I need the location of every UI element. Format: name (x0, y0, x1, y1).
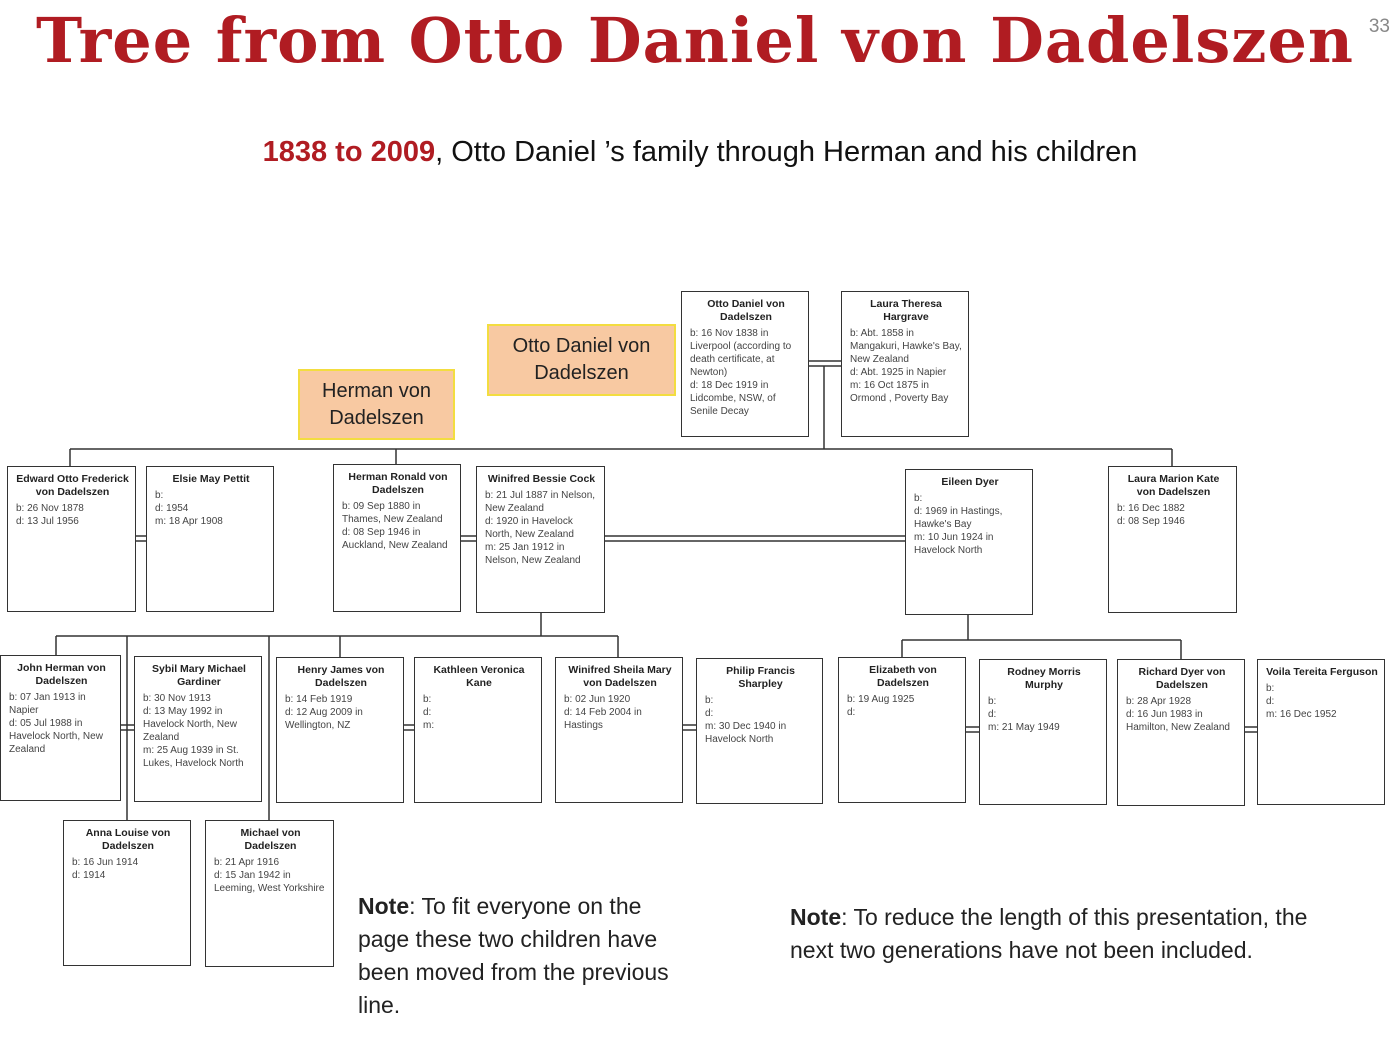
person-birth: b: (988, 696, 997, 707)
person-death: d: (423, 707, 432, 718)
person-elsie (146, 466, 274, 612)
person-birth: b: 14 Feb 1919 (285, 694, 353, 705)
person-death: d: 08 Sep 1946 (1117, 516, 1185, 527)
person-birth: b: 09 Sep 1880 in Thames, New Zealand (342, 501, 443, 525)
note-text: : To fit everyone on the page these two children have been moved from the previous line. (358, 893, 669, 1018)
person-birth: b: (155, 490, 164, 501)
person-sybil (134, 656, 262, 802)
person-marriage: m: 25 Jan 1912 in Nelson, New Zealand (485, 542, 581, 566)
person-name: Elsie May Pettit (172, 473, 250, 485)
person-birth: b: 28 Apr 1928 (1126, 696, 1192, 707)
person-name: Winifred Bessie Cock (487, 473, 596, 485)
person-marriage: m: 21 May 1949 (988, 722, 1060, 733)
person-birth: b: 30 Nov 1913 (143, 693, 211, 704)
person-name: Laura Theresa Hargrave (870, 298, 942, 323)
person-name: Laura Marion Kate von Dadelszen (1127, 473, 1220, 498)
person-name: Sybil Mary Michael Gardiner (152, 663, 246, 688)
person-name: Anna Louise von Dadelszen (85, 827, 171, 852)
person-birth: b: 16 Nov 1838 in Liverpool (according to death certificate, at Newton) (690, 328, 792, 378)
person-birth: b: (705, 695, 714, 706)
person-death: d: 15 Jan 1942 in Leeming, West Yorkshire (214, 870, 325, 894)
person-henry (276, 657, 404, 803)
person-name: Herman Ronald von Dadelszen (348, 471, 448, 496)
person-birth: b: (1266, 683, 1275, 694)
person-death: d: 18 Dec 1919 in Lidcombe, NSW, of Senile Decay (690, 380, 776, 417)
person-death: d: 14 Feb 2004 in Hastings (564, 707, 642, 731)
person-death: d: 1914 (72, 870, 106, 881)
person-philip (696, 658, 823, 804)
person-name: Otto Daniel von Dadelszen (707, 298, 785, 323)
note-presentation-length (790, 901, 1350, 967)
person-name: Michael von Dadelszen (240, 827, 301, 852)
person-marriage: m: 30 Dec 1940 in Havelock North (705, 721, 787, 745)
person-rodney (979, 659, 1107, 805)
person-birth: b: 21 Jul 1887 in Nelson, New Zealand (485, 490, 596, 514)
person-name: Rodney Morris Murphy (1007, 666, 1081, 691)
person-death: d: 08 Sep 1946 in Auckland, New Zealand (342, 527, 448, 551)
person-john (0, 655, 121, 801)
person-name: Henry James von Dadelszen (297, 664, 385, 689)
person-birth: b: (423, 694, 432, 705)
person-eileen (905, 469, 1033, 615)
note-moved-children (358, 890, 688, 1022)
person-name: Kathleen Veronica Kane (433, 664, 525, 689)
person-kathleen (414, 657, 542, 803)
person-death: d: 1969 in Hastings, Hawke's Bay (914, 506, 1003, 530)
person-marriage: m: (423, 720, 435, 731)
person-death: d: Abt. 1925 in Napier (850, 367, 947, 378)
person-voila (1257, 659, 1385, 805)
person-marriage: m: 25 Aug 1939 in St. Lukes, Havelock North (143, 745, 244, 769)
person-michael (205, 820, 334, 967)
person-death: d: 16 Jun 1983 in Hamilton, New Zealand (1126, 709, 1230, 733)
person-death: d: 13 Jul 1956 (16, 516, 79, 527)
person-birth: b: 26 Nov 1878 (16, 503, 84, 514)
person-laura-theresa (841, 291, 969, 437)
person-marriage: m: 16 Dec 1952 (1266, 709, 1337, 720)
subtitle-text: , Otto Daniel ’s family through Herman and his children (435, 136, 1138, 168)
note-text: : To reduce the length of this presentation, the next two generations have not been included. (790, 904, 1308, 963)
tag-otto (487, 324, 676, 396)
person-death: d: (1266, 696, 1275, 707)
note-label: Note (790, 904, 842, 930)
person-death: d: (705, 708, 714, 719)
page-title: Tree from Otto Daniel von Dadelszen (36, 4, 1354, 77)
person-winifred-bessie (476, 466, 605, 613)
person-death: d: (988, 709, 997, 720)
person-birth: b: Abt. 1858 in Mangakuri, Hawke's Bay, New Zealand (850, 328, 962, 365)
person-death: d: (847, 707, 856, 718)
person-marriage: m: 16 Oct 1875 in Ormond , Poverty Bay (850, 380, 949, 404)
tag-herman-label: Herman von Dadelszen (322, 379, 431, 429)
person-death: d: 05 Jul 1988 in Havelock North, New Zealand (9, 718, 103, 755)
person-richard (1117, 659, 1245, 806)
person-death: d: 1920 in Havelock North, New Zealand (485, 516, 574, 540)
person-name: Voila Tereita Ferguson (1266, 666, 1378, 678)
person-name: Edward Otto Frederick von Dadelszen (16, 473, 129, 498)
person-name: Philip Francis Sharpley (726, 665, 795, 690)
person-otto (681, 291, 809, 437)
person-birth: b: 16 Jun 1914 (72, 857, 139, 868)
person-birth: b: 02 Jun 1920 (564, 694, 631, 705)
person-death: d: 13 May 1992 in Havelock North, New Zealand (143, 706, 237, 743)
person-name: Richard Dyer von Dadelszen (1138, 666, 1226, 691)
person-edward (7, 466, 136, 612)
person-winifred-sheila (555, 657, 683, 803)
person-birth: b: 19 Aug 1925 (847, 694, 915, 705)
person-death: d: 1954 (155, 503, 189, 514)
note-label: Note (358, 893, 410, 919)
person-anna (63, 820, 191, 966)
person-marriage: m: 18 Apr 1908 (155, 516, 223, 527)
person-marriage: m: 10 Jun 1924 in Havelock North (914, 532, 994, 556)
tag-herman (298, 369, 455, 440)
subtitle-years: 1838 to 2009 (262, 136, 436, 168)
person-birth: b: 07 Jan 1913 in Napier (9, 692, 86, 716)
person-name: Eileen Dyer (941, 476, 999, 488)
page-number: 33 (1368, 16, 1390, 37)
person-elizabeth (838, 657, 966, 803)
person-birth: b: 16 Dec 1882 (1117, 503, 1185, 514)
person-birth: b: (914, 493, 923, 504)
person-name: John Herman von Dadelszen (17, 662, 106, 687)
person-name: Elizabeth von Dadelszen (869, 664, 937, 689)
tag-otto-label: Otto Daniel von Dadelszen (512, 335, 651, 384)
person-laura-marion (1108, 466, 1237, 613)
person-herman (333, 464, 461, 612)
person-birth: b: 21 Apr 1916 (214, 857, 280, 868)
person-name: Winifred Sheila Mary von Dadelszen (568, 664, 672, 689)
person-death: d: 12 Aug 2009 in Wellington, NZ (285, 707, 363, 731)
